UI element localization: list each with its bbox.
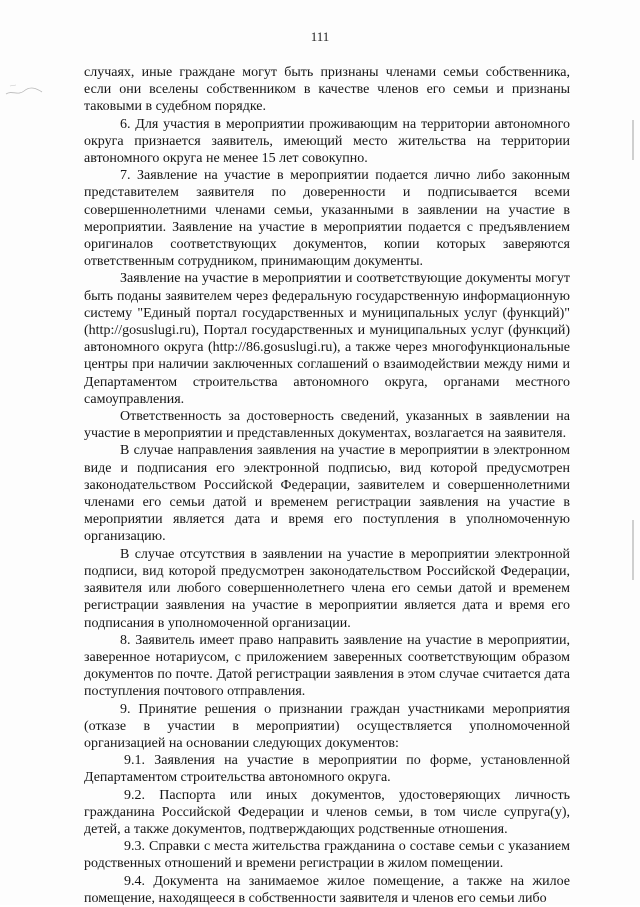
paragraph-item-9-4: 9.4. Документа на занимаемое жилое помещение, а также на жилое помещение, находящееся в собственности заявителя и членов его семьи либо [84,873,570,906]
paragraph-electronic-unsigned: В случае отсутствия в заявлении на участие в мероприятии электронной подписи, вид которой предусмотрен законодательством Российской Федерации, заявителя или любого совершеннолетнего члена его семьи датой и временем регистрации заявления на участие в мероприятии является дата и время его подписания в уполномоченной организации. [84,546,570,631]
paragraph-item-9-2: 9.2. Паспорта или иных документов, удостоверяющих личность гражданина Российской Федерации и членов семьи, в том числе супруга(у), детей, а также документов, подтверждающих родственные отношения. [84,787,570,837]
paragraph-responsibility: Ответственность за достоверность сведений, указанных в заявлении на участие в мероприятии и представленных документах, возлагается на заявителя. [84,409,570,442]
paragraph-item-7: 7. Заявление на участие в мероприятии подается лично либо законным представителем заявителя по доверенности и подписывается всеми совершеннолетними членами семьи, указанными в заявлении на участие в мероприятии. Заявление на участие в мероприятии подается с предъявлением оригиналов соответствующих документов, копии которых заверяются ответственным сотрудником, принимающим документы. [84,168,570,270]
margin-scribble [4,80,44,100]
paragraph-item-6: 6. Для участия в мероприятии проживающим на территории автономного округа признается заявитель, имеющий место жительства на территории автономного округа не менее 15 лет совокупно. [84,116,570,167]
paragraph-continuation: случаях, иные граждане могут быть признаны членами семьи собственника, если они вселены собственником в качестве членов его семьи и признаны таковыми в судебном порядке. [84,65,570,115]
paragraph-item-9-3: 9.3. Справки с места жительства гражданина о составе семьи с указанием родственных отношений и времени регистрации в жилом помещении. [84,839,570,872]
scan-edge-mark [632,520,634,580]
scan-edge-mark [632,120,634,160]
paragraph-submission-channels: Заявление на участие в мероприятии и соответствующие документы могут быть поданы заявителем через федеральную государственную информационную систему "Единый портал государственных и муниципальных услуг (функций)" (http://gosuslugi.ru), Портал государственных и муниципальных услуг (функций) автономного округа (http://86.gosuslugi.ru), а также через многофункциональные центры при наличии заключенных соглашений о взаимодействии между ними и Департаментом строительства автономного округа, органами местного самоуправления. [84,271,570,407]
document-body [84,64,570,907]
page-number: 111 [310,29,330,44]
paragraph-electronic-signed: В случае направления заявления на участие в мероприятии в электронном виде и подписания его электронной подписью, вид которой предусмотрен законодательством Российской Федерации, заявителем и совершеннолетними членами его семьи датой и временем регистрации заявления на участие в мероприятии является дата и время его поступления в уполномоченную организацию. [84,443,570,545]
paragraph-item-9-1: 9.1. Заявления на участие в мероприятии по форме, установленной Департаментом строительства автономного округа. [84,753,570,786]
paragraph-item-9: 9. Принятие решения о признании граждан участниками мероприятия (отказе в участии в мероприятии) осуществляется уполномоченной организацией на основании следующих документов: [84,701,570,751]
paragraph-item-8: 8. Заявитель имеет право направить заявление на участие в мероприятии, заверенное нотариусом, с приложением заверенных соответствующим образом документов по почте. Датой регистрации заявления в этом случае считается дата поступления почтового отправления. [84,632,570,700]
